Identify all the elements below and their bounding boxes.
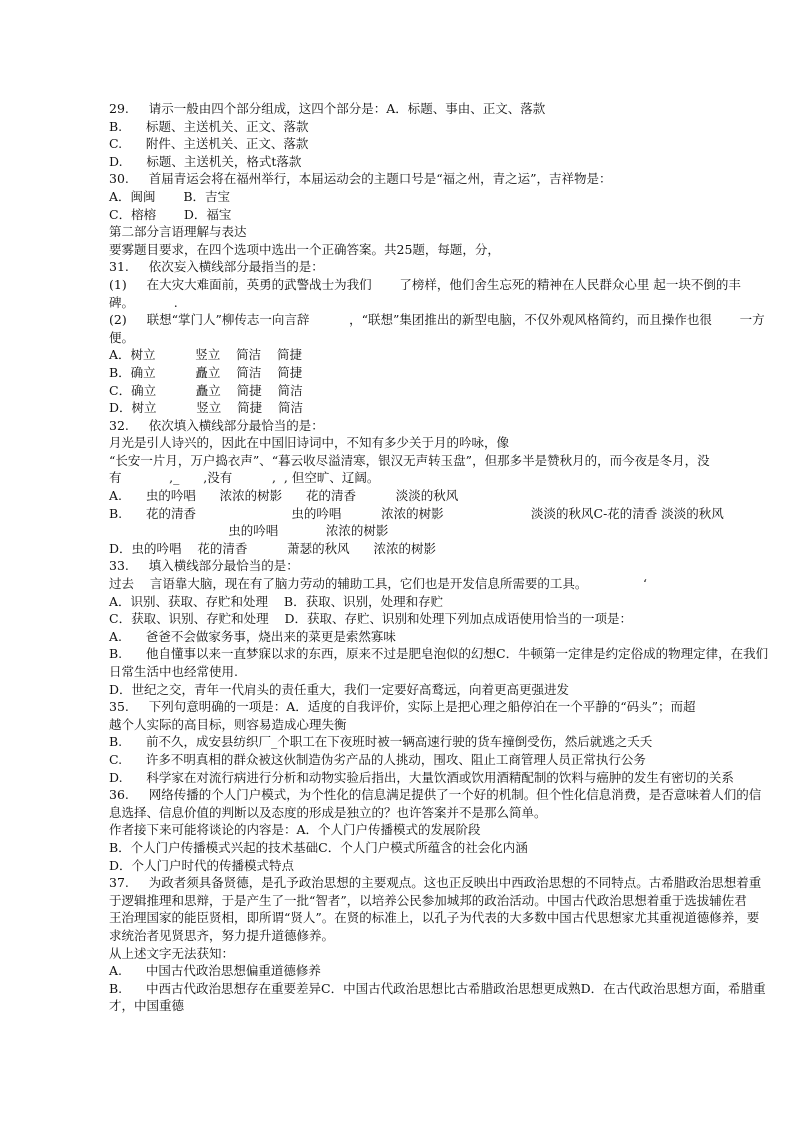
q31-option-c: C．确立 矗立 简捷 简洁	[109, 382, 303, 398]
q32-passage-1: 月光是引人诗兴的，因此在中国旧诗词中，不知有多少关于月的吟咏，像	[109, 435, 510, 451]
q35-stem: 35. 下列句意明确的一项是：A．适度的自我评价，实际上是把心理之船停泊在一个平静的“码头”；而超	[109, 699, 696, 715]
q32-stem: 32. 依次填入横线部分最恰当的是：	[109, 417, 324, 433]
q31-sentence-2: (2) 联想“掌门人”柳传志一向言辞 ，“联想”集团推出的新型电脑，不仅外观风格简约，而且操作也很 一方便。	[109, 312, 765, 345]
q33-passage: 过去 言语靠大脑，现在有了脑力劳动的辅助工具，它们也是开发信息所需要的工具。 ‘	[109, 576, 647, 592]
q31-option-a: A．树立 竖立 简洁 简捷	[109, 347, 303, 363]
q29-option-b: B. 标题、主送机关、正文、落款	[109, 118, 309, 134]
q37-option-a: A. 中国古代政治思想偏重道德修养	[109, 963, 321, 979]
q32-option-d: D．虫的吟唱 花的清香 萧瑟的秋风 浓浓的树影	[109, 540, 436, 556]
q35-option-d: D. 科学家在对流行病进行分析和动物实验后指出，大量饮酒或饮用酒精配制的饮料与癌肿的发生有密切的关系	[109, 769, 734, 785]
q34-option-b: B. 他自懂事以来一直梦寐以求的东西，原来不过是肥皂泡似的幻想C．牛顿第一定律是约定俗成的物理定律，在我们日常生活中也经常使用.	[109, 646, 769, 679]
section-instructions: 要雾题目要求，在四个选项中选出一个正确答案。共25题，每题，分，	[109, 241, 500, 257]
q37-passage-1: 37. 为政者须具备贤德，是孔予政治思想的主要观点。这也正反映出中西政治思想的不同特点。古希腊政治思想着重于逻辑推理和思辩，于是产生了一批“智者”，以培养公民参加城邦的政治活动。中国古代政治思想着重于选拔辅佐君	[109, 875, 762, 908]
q37-passage-2: 王治理国家的能臣贤相，即所谓“贤人”。在贤的标准上，以孔子为代表的大多数中国古代思想家尤其重视道德修养，要求统治者见贤思齐，努力提升道德修养。	[109, 910, 760, 943]
q30-options-ab: A．闽闽 B．吉宝	[109, 188, 231, 204]
q31-option-b: B．确立 矗立 简洁 简捷	[109, 364, 303, 380]
q37-stem: 从上述文字无法获知：	[109, 945, 235, 961]
q36-option-d: D．个人门户时代的传播模式特点	[109, 857, 295, 873]
q35-stem-cont: 越个人实际的高目标，则容易造成心理失衡	[109, 716, 347, 732]
q32-option-c-cont: 虫的吟唱 浓浓的树影	[109, 523, 389, 539]
q31-option-d: D．树立 竖立 简捷 简洁	[109, 400, 304, 416]
q34-option-a: A. 爸爸不会做家务事，烧出来的菜更是索然寡味	[109, 628, 396, 644]
q34-option-d: D．世纪之交，青年一代肩头的责任重大，我们一定要好高鹜远，向着更高更强进发	[109, 681, 570, 697]
q29-option-d: D. 标题、主送机关，格式t落款	[109, 153, 302, 169]
q37-options-bcd: B. 中西古代政治思想存在重要差异C．中国古代政治思想比古希腊政治思想更成熟D．在古代政治思想方面，希腊重才，中国重德	[109, 980, 766, 1014]
q31-stem: 31. 依次妄入横线部分最指当的是：	[109, 259, 324, 275]
q32-passage-2: “长安一片月，万户捣衣声”、“暮云收尽溢清寒，银汉无声转玉盘”，但那多半是赞秋月的，而今夜是冬月，没有 ,_ ,没有 , , 但空旷、辽阔。	[109, 452, 710, 486]
q36-stem: 作者接下来可能将谈论的内容是：A．个人门户传播模式的发展阶段	[109, 822, 481, 838]
section-heading: 第二部分言语理解与表达	[109, 224, 247, 240]
q33-options-cd: C．获取、识别、存贮和处理 D．获取、存贮、识别和处理下列加点成语使用恰当的一项是：	[109, 611, 632, 627]
document-page	[109, 100, 769, 1015]
q30-stem: 30. 首届青运会将在福州举行，本届运动会的主题口号是“福之州，青之运”，吉祥物是：	[109, 171, 612, 187]
q36-options-bc: B．个人门户传播模式兴起的技术基础C．个人门户模式所蕴含的社会化内涵	[109, 839, 528, 855]
q29-option-c: C. 附件、主送机关、正文、落款	[109, 136, 309, 152]
q35-option-b: B. 前不久，成安县纺织厂_个职工在下夜班时被一辆高速行驶的货车撞倒受伤，然后就逃之夭夭	[109, 734, 653, 750]
q32-option-a: A. 虫的吟唱 浓浓的树影 花的清香 淡淡的秋风	[109, 488, 459, 504]
q31-sentence-1: (1) 在大灾大难面前，英勇的武警战士为我们 了榜样，他们舍生忘死的精神在人民群众心里 起一块不倒的丰碑。 .	[109, 276, 741, 310]
q35-option-c: C. 许多不明真相的群众被这伙制造伪劣产品的人挑动，围攻、阻止工商管理人员正常执行公务	[109, 751, 646, 767]
q36-passage: 36. 网络传播的个人门户模式，为个性化的信息满足提供了一个好的机制。但个性化信息消费，是否意味着人们的信息选择、信息价值的判断以及态度的形成是独立的？也许答案并不是那么简单。	[109, 787, 762, 820]
q30-options-cd: C．榕榕 D．福宝	[109, 206, 232, 222]
q32-option-b: B. 花的清香 虫的吟唱 浓浓的树影 淡淡的秋风C-花的清香 淡淡的秋风	[109, 505, 724, 521]
q33-options-ab: A．识别、获取、存贮和处理 B．获取、识别，处理和存贮	[109, 593, 444, 609]
q33-stem: 33. 填入横线部分最恰当的是：	[109, 558, 299, 574]
q29-stem: 29. 请示一般由四个部分组成，这四个部分是：A．标题、事由、正文、落款	[109, 101, 546, 116]
